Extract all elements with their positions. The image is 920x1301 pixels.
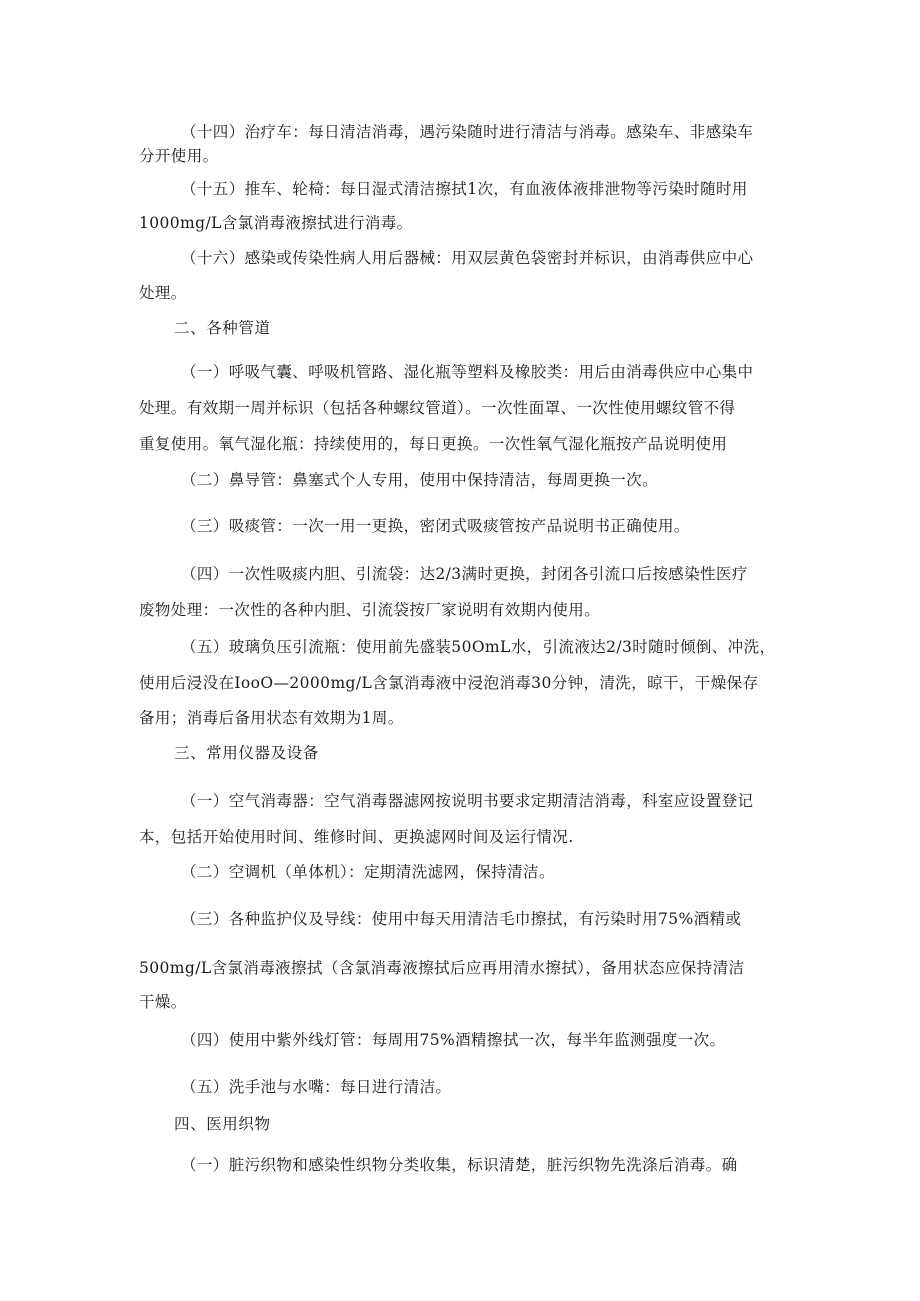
paragraph-line: 500mg/L含氯消毒液擦拭（含氯消毒液擦拭后应再用清水擦拭），备用状态应保持清洁 <box>139 959 745 977</box>
paragraph-line: （十四）治疗车：每日清洁消毒，遇污染随时进行清洁与消毒。感染车、非感染车 <box>181 123 754 141</box>
paragraph-line: （四）一次性吸痰内胆、引流袋：达2/3满时更换，封闭各引流口后按感染性医疗 <box>181 565 748 583</box>
paragraph-line: 干燥。 <box>139 993 187 1011</box>
paragraph-line: 本，包括开始使用时间、维修时间、更换滤网时间及运行情况. <box>139 828 574 846</box>
section-heading: 四、医用织物 <box>174 1115 271 1133</box>
paragraph-line: 处理。 <box>139 284 187 302</box>
paragraph-line: （三）吸痰管：一次一用一更换，密闭式吸痰管按产品说明书正确使用。 <box>181 517 690 535</box>
section-heading: 三、常用仪器及设备 <box>174 744 319 762</box>
paragraph-line: 重复使用。氧气湿化瓶：持续使用的，每日更换。一次性氧气湿化瓶按产品说明使用 <box>139 435 728 453</box>
paragraph-line: （十五）推车、轮椅：每日湿式清洁擦拭1次，有血液体液排泄物等污染时随时用 <box>181 180 748 198</box>
paragraph-line: 1000mg/L含氯消毒液擦拭进行消毒。 <box>139 214 413 232</box>
section-heading: 二、各种管道 <box>174 319 271 337</box>
paragraph-line: （三）各种监护仪及导线：使用中每天用清洁毛巾擦拭，有污染时用75%酒精或 <box>181 910 742 928</box>
paragraph-line: 使用后浸没在IooO—2000mg/L含氯消毒液中浸泡消毒30分钟，清洗，晾干，干燥保存 <box>139 674 759 692</box>
paragraph-line: 处理。有效期一周并标识（包括各种螺纹管道）。一次性面罩、一次性使用螺纹管不得 <box>139 399 736 417</box>
paragraph-line: （一）呼吸气囊、呼吸机管路、湿化瓶等塑料及橡胶类：用后由消毒供应中心集中 <box>181 363 754 381</box>
paragraph-line: （四）使用中紫外线灯管：每周用75%酒精擦拭一次，每半年监测强度一次。 <box>181 1031 726 1049</box>
paragraph-line: （五）洗手池与水嘴：每日进行清洁。 <box>181 1078 452 1096</box>
paragraph-line: 废物处理：一次性的各种内胆、引流袋按厂家说明有效期内使用。 <box>139 601 601 619</box>
paragraph-line: （一）脏污织物和感染性织物分类收集，标识清楚，脏污织物先洗涤后消毒。确 <box>181 1156 738 1174</box>
paragraph-line: （二）空调机（单体机）：定期清洗滤网，保持清洁。 <box>181 863 555 881</box>
paragraph-line: 分开使用。 <box>139 147 219 165</box>
paragraph-line: （二）鼻导管：鼻塞式个人专用，使用中保持清洁，每周更换一次。 <box>181 471 659 489</box>
paragraph-line: （一）空气消毒器：空气消毒器滤网按说明书要求定期清洁消毒，科室应设置登记 <box>181 792 754 810</box>
paragraph-line: 备用；消毒后备用状态有效期为1周。 <box>139 709 404 727</box>
paragraph-line: （五）玻璃负压引流瓶：使用前先盛装50OmL水，引流液达2/3时随时倾倒、冲洗， <box>181 638 776 656</box>
paragraph-line: （十六）感染或传染性病人用后器械：用双层黄色袋密封并标识，由消毒供应中心 <box>181 249 754 267</box>
